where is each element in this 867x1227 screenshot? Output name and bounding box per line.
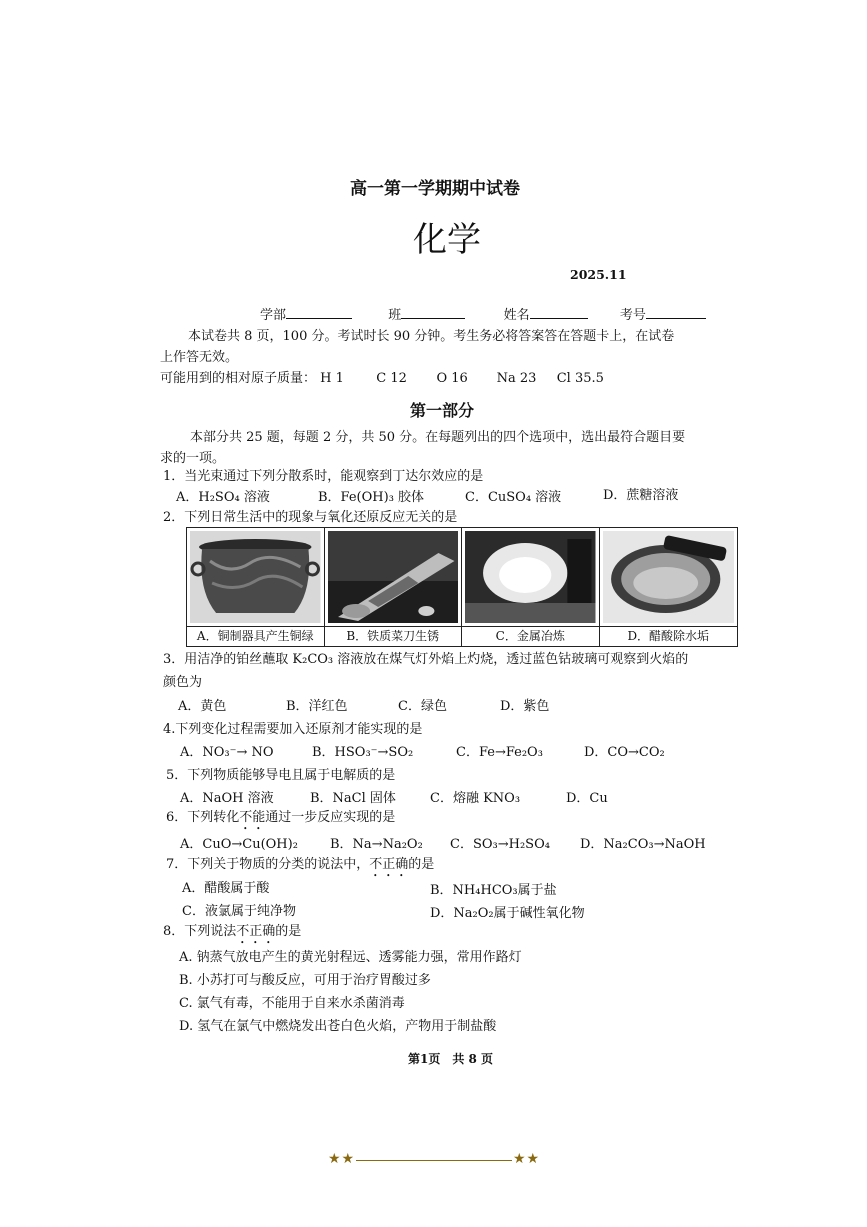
q2-cell-a <box>187 528 325 646</box>
q2-cell-b <box>325 528 463 646</box>
part-one-intro-2: 求的一项。 <box>160 451 226 466</box>
q6-stem-pre: 6．下列转化 <box>166 810 240 825</box>
q7-stem <box>166 853 434 880</box>
instructions-line-2: 上作答无效。 <box>160 350 239 365</box>
q3-option-d: D．紫色 <box>500 699 550 714</box>
q2-stem: 2．下列日常生活中的现象与氧化还原反应无关的是 <box>163 510 458 525</box>
field-label-department: 学部 <box>260 308 287 323</box>
q5-option-d: D．Cu <box>566 791 608 806</box>
q8-option-a: A. 钠蒸气放电产生的黄光射程远、透雾能力强，常用作路灯 <box>179 950 522 965</box>
q6-option-c: C．SO₃→H₂SO₄ <box>450 837 550 852</box>
atomic-mass-label: 可能用到的相对原子质量： <box>160 371 317 386</box>
q8-stem <box>163 920 301 947</box>
atomic-mass-na: Na 23 <box>496 371 537 386</box>
id-blank[interactable] <box>646 306 706 319</box>
kettle-descaling-photo <box>603 531 735 623</box>
exam-title: 高一第一学期期中试卷 <box>350 179 520 199</box>
q1-option-c: C．CuSO₄ 溶液 <box>465 490 562 505</box>
q2-caption-a: A．铜制器具产生铜绿 <box>187 626 324 646</box>
q7-option-b: B．NH₄HCO₃属于盐 <box>430 883 557 898</box>
q8-option-c: C. 氯气有毒，不能用于自来水杀菌消毒 <box>179 996 405 1011</box>
q2-cell-c <box>462 528 600 646</box>
department-blank[interactable] <box>286 306 352 319</box>
q7-option-d: D．Na₂O₂属于碱性氧化物 <box>430 906 585 921</box>
field-label-class: 班 <box>388 308 402 323</box>
q8-stem-emphasis: 不正确 <box>236 924 276 939</box>
q7-option-a: A．醋酸属于酸 <box>182 881 270 896</box>
subject-title: 化学 <box>413 220 481 260</box>
footer-divider <box>356 1160 512 1161</box>
q5-option-b: B．NaCl 固体 <box>310 791 396 806</box>
metal-smelting-photo <box>465 531 596 623</box>
field-label-name: 姓名 <box>503 308 530 323</box>
q3-option-c: C．绿色 <box>398 699 447 714</box>
q2-caption-d: D．醋酸除水垢 <box>600 626 738 646</box>
q5-stem: 5．下列物质能够导电且属于电解质的是 <box>166 768 396 783</box>
q2-caption-b: B．铁质菜刀生锈 <box>325 626 462 646</box>
atomic-mass-row <box>160 367 604 386</box>
q6-stem-post: 通过一步反应实现的是 <box>265 810 396 825</box>
q3-option-a: A．黄色 <box>178 699 227 714</box>
student-info-row <box>260 304 706 323</box>
q2-caption-c: C．金属冶炼 <box>462 626 599 646</box>
atomic-mass-c: C 12 <box>376 371 407 386</box>
name-blank[interactable] <box>530 306 588 319</box>
q4-option-a: A．NO₃⁻→ NO <box>180 745 274 760</box>
footer-stars-right: ★★ <box>513 1151 541 1167</box>
atomic-mass-o: O 16 <box>436 371 468 386</box>
atomic-mass-cl: Cl 35.5 <box>556 371 604 386</box>
q6-stem-emphasis: 不能 <box>239 810 266 825</box>
q8-option-b: B. 小苏打可与酸反应，可用于治疗胃酸过多 <box>179 973 431 988</box>
q1-stem: 1．当光束通过下列分散系时，能观察到丁达尔效应的是 <box>163 469 484 484</box>
q8-stem-pre: 8．下列说法 <box>163 924 237 939</box>
q1-option-a: A．H₂SO₄ 溶液 <box>176 490 270 505</box>
q7-stem-post: 的是 <box>408 857 435 872</box>
atomic-mass-h: H 1 <box>320 371 344 386</box>
class-blank[interactable] <box>401 306 465 319</box>
page-number: 第1页 共 8 页 <box>408 1052 494 1066</box>
q5-option-a: A．NaOH 溶液 <box>180 791 274 806</box>
q8-stem-post: 的是 <box>275 924 302 939</box>
instructions-line-1: 本试卷共 8 页，100 分。考试时长 90 分钟。考生务必将答案答在答题卡上，在试卷 <box>188 329 675 344</box>
q6-option-d: D．Na₂CO₃→NaOH <box>580 837 706 852</box>
q5-option-c: C．熔融 KNO₃ <box>430 791 521 806</box>
q4-stem: 4.下列变化过程需要加入还原剂才能实现的是 <box>163 722 423 737</box>
q6-option-a: A．CuO→Cu(OH)₂ <box>180 837 298 852</box>
footer-stars-left: ★★ <box>328 1151 356 1167</box>
q7-stem-pre: 7．下列关于物质的分类的说法中， <box>166 857 370 872</box>
q8-option-d: D. 氢气在氯气中燃烧发出苍白色火焰，产物用于制盐酸 <box>179 1019 497 1034</box>
q4-option-d: D．CO→CO₂ <box>584 745 665 760</box>
q3-stem-line-1: 3．用洁净的铂丝蘸取 K₂CO₃ 溶液放在煤气灯外焰上灼烧，透过蓝色钴玻璃可观察到火焰的 <box>163 652 689 667</box>
rusty-knife-photo <box>328 531 459 623</box>
q4-option-c: C．Fe→Fe₂O₃ <box>456 745 543 760</box>
q3-option-b: B．洋红色 <box>286 699 348 714</box>
q2-cell-d <box>600 528 738 646</box>
copper-vessel-photo <box>190 531 321 623</box>
q7-option-c: C．液氯属于纯净物 <box>182 904 296 919</box>
q3-stem-line-2: 颜色为 <box>163 675 203 690</box>
part-one-title: 第一部分 <box>410 401 475 420</box>
q1-option-d: D．蔗糖溶液 <box>603 488 679 503</box>
q7-stem-emphasis: 不正确 <box>369 857 409 872</box>
field-label-id: 考号 <box>619 308 646 323</box>
q6-option-b: B．Na→Na₂O₂ <box>330 837 423 852</box>
part-one-intro-1: 本部分共 25 题，每题 2 分，共 50 分。在每题列出的四个选项中，选出最符合题目要 <box>190 430 686 445</box>
q6-stem <box>166 806 395 833</box>
exam-date: 2025.11 <box>570 267 627 282</box>
q4-option-b: B．HSO₃⁻→SO₂ <box>312 745 414 760</box>
q2-image-table <box>186 527 738 647</box>
q1-option-b: B．Fe(OH)₃ 胶体 <box>318 490 425 505</box>
